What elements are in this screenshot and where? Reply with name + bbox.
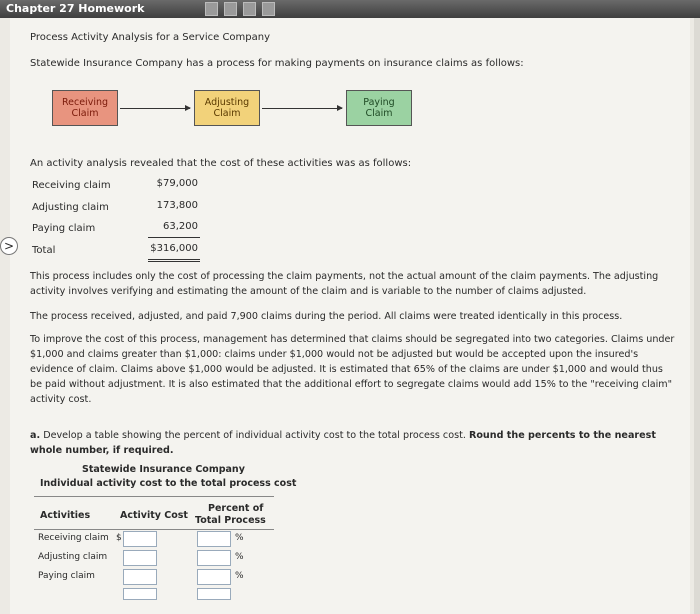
flow-box-adjusting-line1: Adjusting [204, 97, 250, 108]
activity-cost-input-paying[interactable] [123, 569, 157, 585]
flow-box-paying-claim [346, 90, 412, 126]
cost-label-receiving: Receiving claim [32, 180, 111, 191]
percent-sign-receiving: % [235, 533, 244, 543]
flow-arrow-2 [262, 108, 342, 109]
answer-table-heading: Individual activity cost to the total process cost [40, 478, 297, 489]
percent-input-receiving[interactable] [197, 531, 231, 547]
window-titlebar [0, 0, 700, 18]
cost-label-total: Total [32, 245, 56, 256]
percent-input-paying[interactable] [197, 569, 231, 585]
flow-box-receiving-line2: Claim [71, 108, 99, 119]
answer-table-header-rule [34, 529, 274, 530]
cost-amount-receiving: $79,000 [156, 178, 198, 189]
col-activity-cost-header: Activity Cost [120, 510, 188, 521]
toolbar-icon-2[interactable] [224, 2, 237, 16]
flow-box-adjusting-line2: Claim [213, 108, 241, 119]
percent-input-adjusting[interactable] [197, 550, 231, 566]
question-a-text: Develop a table showing the percent of individual activity cost to the total process cost. [43, 430, 466, 441]
activity-cost-input-receiving[interactable] [123, 531, 157, 547]
toolbar-icon-4[interactable] [262, 2, 275, 16]
percent-input-total[interactable] [197, 588, 231, 600]
question-a-label: a. [30, 430, 41, 441]
problem-intro: Statewide Insurance Company has a process for making payments on insurance claims as follows: [30, 58, 524, 69]
problem-title: Process Activity Analysis for a Service Company [30, 32, 271, 43]
col-percent-line1: Percent of [208, 503, 264, 514]
subtotal-rule [148, 237, 200, 238]
activity-cost-input-adjusting[interactable] [123, 550, 157, 566]
flow-box-adjusting-claim [194, 90, 260, 126]
paragraph-improvement: To improve the cost of this process, management has determined that claims should be segregated into two categories. Claims under $1,000 and claims greater than $1,000: claims under $1,000 would not be adjusted but would be accepted upon the insured's evidence of claim. Claims above $1,000 would be adjusted. It is estimated that 65% of the claims are under $1,000 and would thus be paid without adjustment. It is also estimated that the additional effort to segregate claims would add 15% to the "receiving claim" activity cost. [30, 334, 675, 405]
flow-box-paying-line1: Paying [363, 97, 395, 108]
flow-box-receiving-claim [52, 90, 118, 126]
flow-box-receiving-line1: Receiving [61, 97, 109, 108]
flow-box-paying-line2: Claim [365, 108, 393, 119]
flow-arrow-1 [120, 108, 190, 109]
answer-table-company: Statewide Insurance Company [82, 464, 245, 475]
toolbar-icon-3[interactable] [243, 2, 256, 16]
cost-label-paying: Paying claim [32, 223, 96, 234]
answer-row-label-receiving: Receiving claim [38, 533, 109, 543]
homework-sheet [10, 18, 690, 614]
percent-sign-adjusting: % [235, 552, 244, 562]
answer-table-top-rule [34, 496, 274, 497]
question-a [30, 428, 670, 458]
window-title: Chapter 27 Homework [6, 2, 145, 15]
total-rule-1 [148, 259, 200, 260]
toolbar-icon-1[interactable] [205, 2, 218, 16]
percent-sign-paying: % [235, 571, 244, 581]
paragraph-claims-count: The process received, adjusted, and paid 7,900 claims during the period. All claims were treated identically in this process. [30, 311, 623, 322]
answer-row-currency: $ [116, 533, 122, 543]
paragraph-process-scope: This process includes only the cost of processing the claim payments, not the actual amount of the claim payments. The adjusting activity involves verifying and estimating the amount of the claim and is variable to the number of claims adjusted. [30, 271, 659, 297]
question-a-instruction: Round the percents to the nearest whole number, if required. [30, 430, 656, 456]
cost-amount-paying: 63,200 [163, 221, 198, 232]
answer-row-label-adjusting: Adjusting claim [38, 552, 108, 562]
col-activities-header: Activities [40, 510, 91, 521]
cost-label-adjusting: Adjusting claim [32, 202, 109, 213]
window-edge [694, 18, 700, 614]
toolbar-icons [205, 2, 275, 16]
cost-amount-total: $316,000 [150, 243, 198, 254]
total-rule-2 [148, 261, 200, 262]
col-percent-line2: Total Process [195, 515, 266, 526]
cost-amount-adjusting: 173,800 [156, 200, 198, 211]
activity-cost-input-total[interactable] [123, 588, 157, 600]
expand-side-button[interactable]: > [0, 237, 18, 255]
analysis-lead: An activity analysis revealed that the cost of these activities was as follows: [30, 158, 412, 169]
answer-row-label-paying: Paying claim [38, 571, 95, 581]
